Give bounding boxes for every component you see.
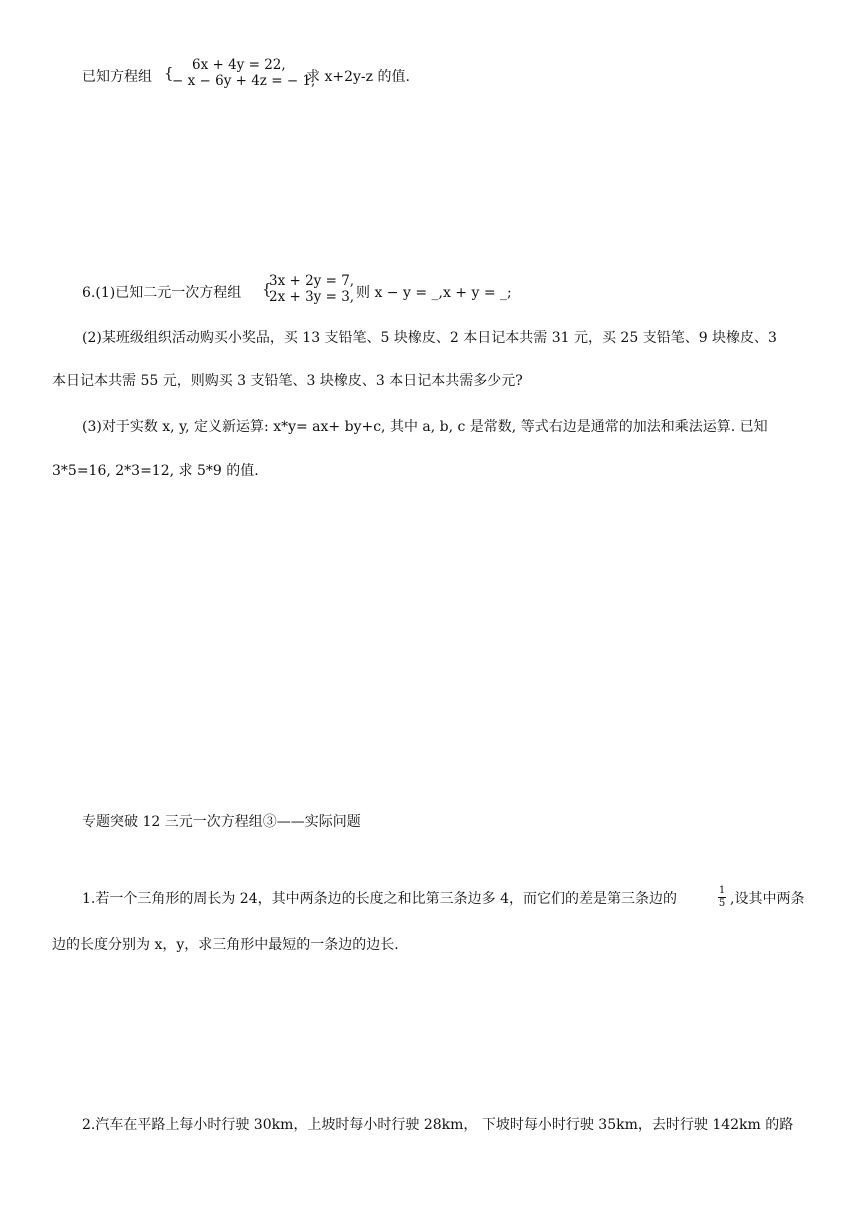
p6-system bbox=[269, 273, 354, 305]
q2-line1: 2.汽车在平路上每小时行驶 30km，上坡时每小时行驶 28km， 下坡时每小时行驶 35km，去时行驶 142km 的路 bbox=[82, 1117, 794, 1133]
intro-eq1: 6x + 4y = 22, bbox=[192, 57, 286, 73]
p6-brace: { bbox=[262, 280, 272, 298]
p6-part1-suffix: 则 x − y = _,x + y = _; bbox=[356, 285, 512, 301]
intro-system bbox=[172, 57, 315, 89]
intro-eq2: − x − 6y + 4z = − 1, bbox=[172, 73, 316, 89]
p6-eq1: 3x + 2y = 7, bbox=[269, 273, 355, 289]
q1-frac-numerator: 1 bbox=[718, 885, 726, 896]
p6-part3-line2: 3*5=16, 2*3=12, 求 5*9 的值. bbox=[52, 463, 259, 479]
p6-part2-line1: (2)某班级组织活动购买小奖品，买 13 支铅笔、5 块橡皮、2 本日记本共需 31 元，买 25 支铅笔、9 块橡皮、3 bbox=[82, 330, 777, 346]
q1-line1-prefix: 1.若一个三角形的周长为 24，其中两条边的长度之和比第三条边多 4，而它们的差是第三条边的 bbox=[82, 891, 677, 907]
q1-line1-suffix: ,设其中两条 bbox=[730, 891, 805, 907]
q1-frac-denominator: 5 bbox=[718, 898, 726, 909]
p6-part2-line2: 本日记本共需 55 元，则购买 3 支铅笔、3 块橡皮、3 本日记本共需多少元? bbox=[52, 373, 523, 389]
intro-brace: { bbox=[164, 64, 174, 82]
p6-part3-line1: (3)对于实数 x, y, 定义新运算: x*y= ax+ by+c, 其中 a, b, c 是常数, 等式右边是通常的加法和乘法运算. 已知 bbox=[82, 419, 768, 435]
q1-fraction bbox=[718, 886, 726, 909]
intro-prefix: 已知方程组 bbox=[82, 69, 152, 85]
section-title: 专题突破 12 三元一次方程组③——实际问题 bbox=[82, 814, 361, 830]
intro-suffix: 求 x+2y-z 的值. bbox=[306, 69, 410, 85]
p6-eq2: 2x + 3y = 3, bbox=[269, 289, 355, 305]
q1-line2: 边的长度分别为 x，y，求三角形中最短的一条边的边长. bbox=[52, 937, 399, 953]
p6-part1-prefix: 6.(1)已知二元一次方程组 bbox=[82, 285, 242, 301]
